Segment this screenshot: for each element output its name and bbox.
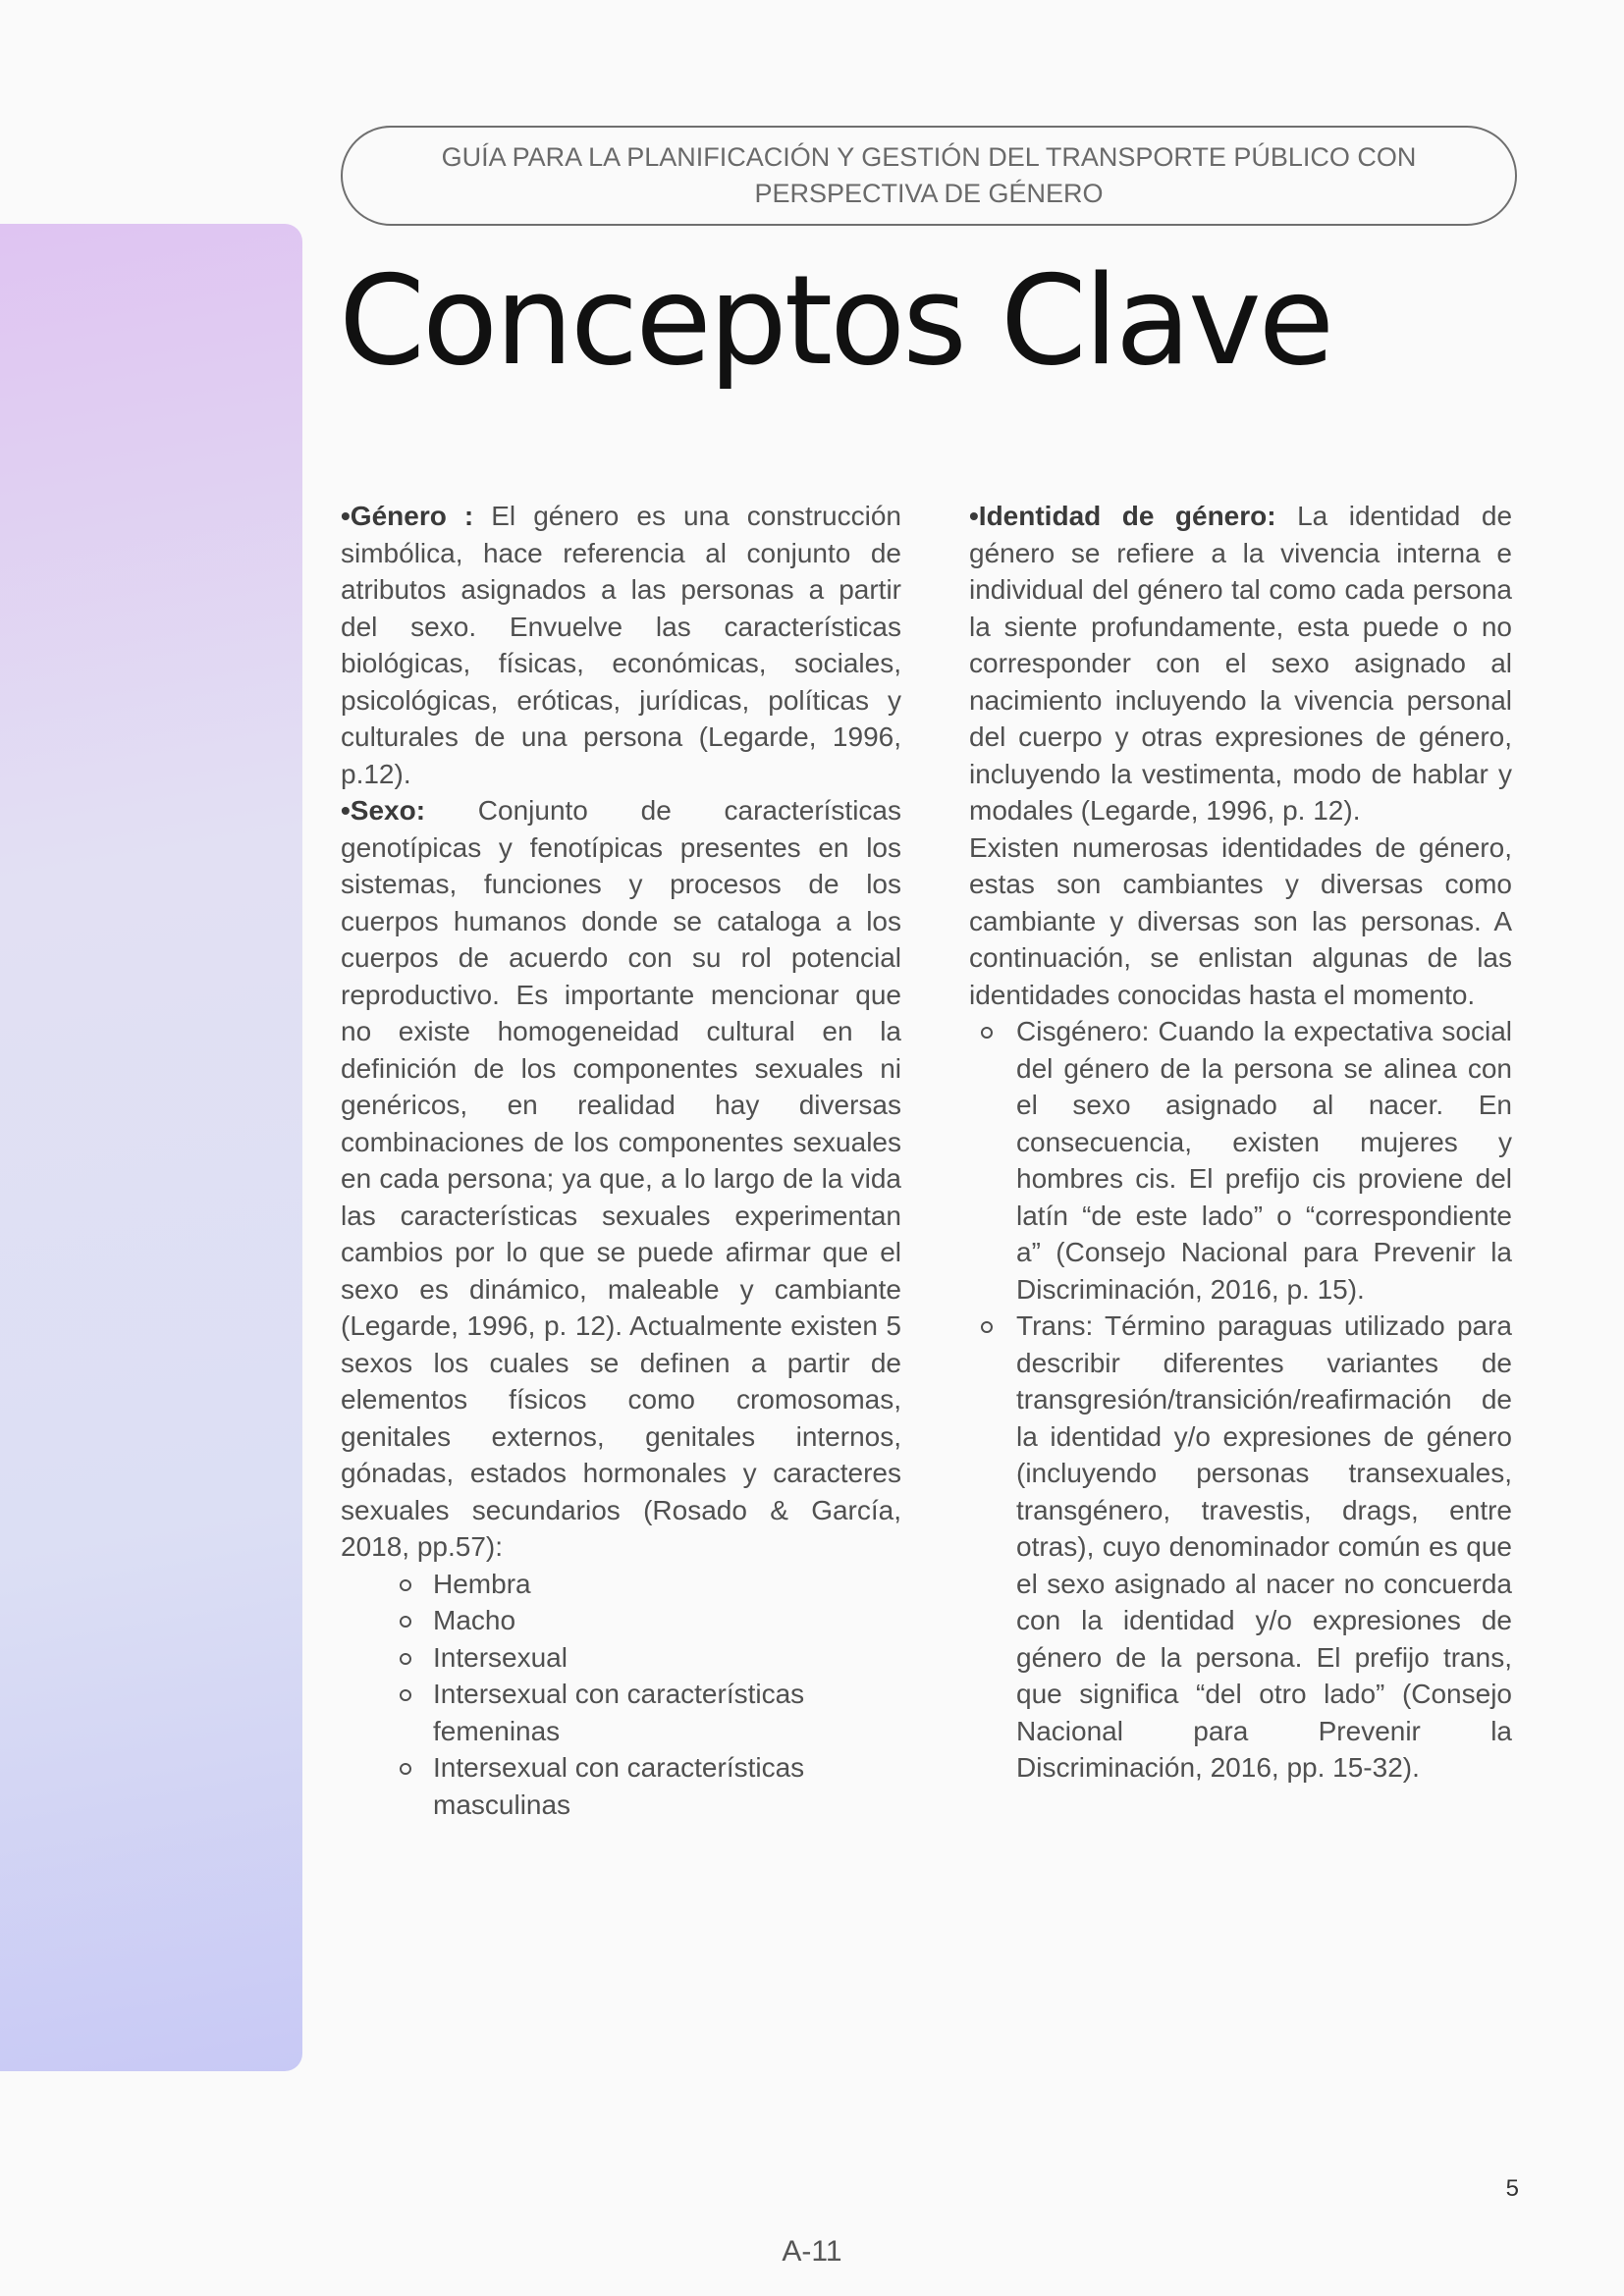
identidad-paragraph [969, 498, 1512, 829]
identidad-term: •Identidad de género: [969, 501, 1276, 531]
list-item: Cisgénero: Cuando la expectativa social del género de la persona se alinea con el sexo asignado al nacer. En consecuencia, existen mujeres y hombres cis. El prefijo cis proviene del latín “de este lado” o “correspondiente a” (Consejo Nacional para Prevenir la Discriminación, 2016, p. 15). [969, 1013, 1512, 1308]
sexos-list [341, 1566, 901, 1824]
decorative-gradient-sidebar [0, 224, 302, 2071]
identidad-definition: La identidad de género se refiere a la vivencia interna e individual del género tal como cada persona la siente profundamente, esta puede o no corresponder con el sexo asignado al nacimiento incluyendo la vivencia personal del cuerpo y otras expresiones de género, incluyendo la vestimenta, modo de hablar y modales (Legarde, 1996, p. 12). [969, 501, 1513, 826]
genero-paragraph [341, 498, 901, 792]
list-item: Macho [341, 1602, 901, 1639]
right-column [969, 498, 1512, 1787]
genero-definition: El género es una construcción simbólica, hace referencia al conjunto de atributos asignados a las personas a partir del sexo. Envuelve las características biológicas, físicas, económicas, sociales, psicológicas, eróticas, jurídicas, políticas y culturales de una persona (Legarde, 1996, p.12). [341, 501, 901, 789]
left-column [341, 498, 901, 1823]
document-header [341, 126, 1517, 226]
existen-paragraph: Existen numerosas identidades de género, estas son cambiantes y diversas como cambiante y diversas son las personas. A continuación, se enlistan algunas de las identidades conocidas hasta el momento. [969, 831, 1512, 1010]
list-item: Trans: Término paraguas utilizado para describir diferentes variantes de transgresión/transición/reafirmación de la identidad y/o expresiones de género (incluyendo personas transexuales, transgénero, travestis, drags, entre otras), cuyo denominador común es que el sexo asignado al nacer no concuerda con la identidad y/o expresiones de género de la persona. El prefijo trans, que significa “del otro lado” (Consejo Nacional para Prevenir la Discriminación, 2016, pp. 15-32). [969, 1308, 1512, 1787]
sexo-term: •Sexo: [341, 795, 426, 826]
genero-term: •Género : [341, 501, 474, 531]
list-item: Intersexual con características masculinas [341, 1749, 901, 1823]
list-item: Intersexual [341, 1639, 901, 1677]
header-line-2: PERSPECTIVA DE GÉNERO [754, 179, 1104, 208]
sexo-paragraph [341, 792, 901, 1566]
page-title: Conceptos Clave [339, 248, 1332, 393]
page-number: 5 [1505, 2175, 1519, 2202]
identities-list [969, 1013, 1512, 1787]
sexo-definition: Conjunto de características genotípicas y fenotípicas presentes en los sistemas, funciones y procesos de los cuerpos humanos donde se cataloga a los cuerpos de acuerdo con su rol potencial reproductivo. Es importante mencionar que no existe homogeneidad cultural en la definición de los componentes sexuales ni genéricos, en realidad hay diversas combinaciones de los componentes sexuales en cada persona; ya que, a lo largo de la vida las características sexuales experimentan cambios por lo que se puede afirmar que el sexo es dinámico, maleable y cambiante (Legarde, 1996, p. 12). Actualmente existen 5 sexos los cuales se definen a partir de elementos físicos como cromosomas, genitales externos, genitales internos, gónadas, estados hormonales y caracteres sexuales secundarios (Rosado & García, 2018, pp.57): [341, 795, 901, 1562]
list-item: Intersexual con características femeninas [341, 1676, 901, 1749]
footer-label: A-11 [782, 2235, 842, 2268]
header-line-1: GUÍA PARA LA PLANIFICACIÓN Y GESTIÓN DEL TRANSPORTE PÚBLICO CON [441, 142, 1417, 172]
list-item: Hembra [341, 1566, 901, 1603]
